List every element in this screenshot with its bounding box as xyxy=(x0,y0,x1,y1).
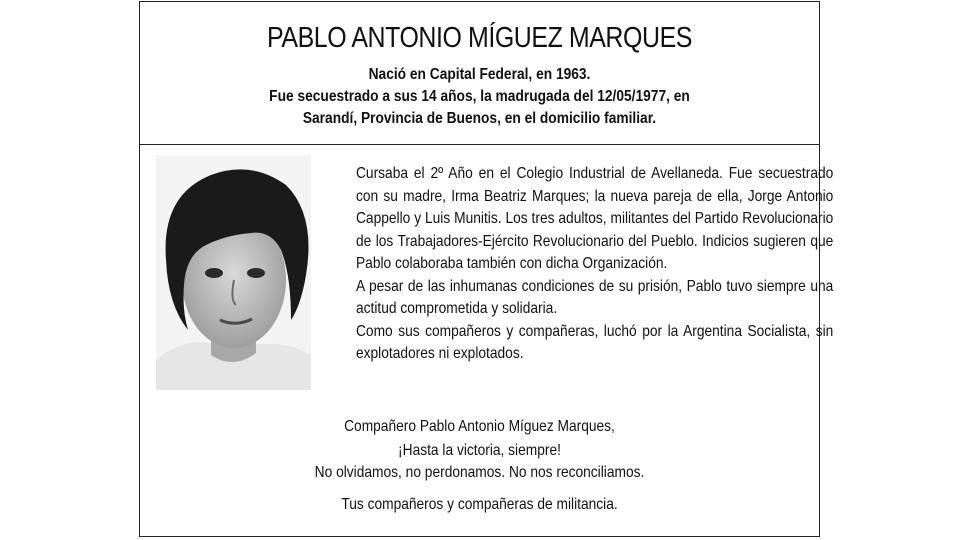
closing-line: No olvidamos, no perdonamos. No nos reconciliamos. xyxy=(314,464,645,481)
biography-text xyxy=(356,163,833,366)
biography-paragraph: Cursaba el 2º Año en el Colegio Industrial de Avellaneda. Fue secuestrado con su madre, Irma Beatriz Marques; la nueva pareja de ella, Jorge Antonio Cappello y Luis Munitis. Los tres adultos, militantes del Partido Revolucionario de los Trabajadores-Ejército Revolucionario del Pueblo. Indicios sugieren que Pablo colaboraba también con dicha Organización. xyxy=(356,165,834,272)
abduction-line-1: Fue secuestrado a sus 14 años, la madrugada del 12/05/1977, en xyxy=(269,88,690,105)
signature-line: Tus compañeros y compañeras de militancia. xyxy=(341,496,618,513)
birth-line: Nació en Capital Federal, en 1963. xyxy=(368,66,591,83)
notice-header xyxy=(140,2,819,145)
notice-title: PABLO ANTONIO MÍGUEZ MARQUES xyxy=(267,22,692,54)
closing-line: Compañero Pablo Antonio Míguez Marques, xyxy=(344,418,615,435)
biography-paragraph: Como sus compañeros y compañeras, luchó por la Argentina Socialista, sin explotadores ni explotados. xyxy=(356,322,834,362)
biography-paragraph: A pesar de las inhumanas condiciones de su prisión, Pablo tuvo siempre una actitud comprometida y solidaria. xyxy=(356,277,834,317)
memorial-notice xyxy=(139,1,834,537)
closing-line: ¡Hasta la victoria, siempre! xyxy=(398,442,561,459)
portrait-photo xyxy=(156,155,311,390)
abduction-line-2: Sarandí, Provincia de Buenos, en el domicilio familiar. xyxy=(302,110,657,127)
